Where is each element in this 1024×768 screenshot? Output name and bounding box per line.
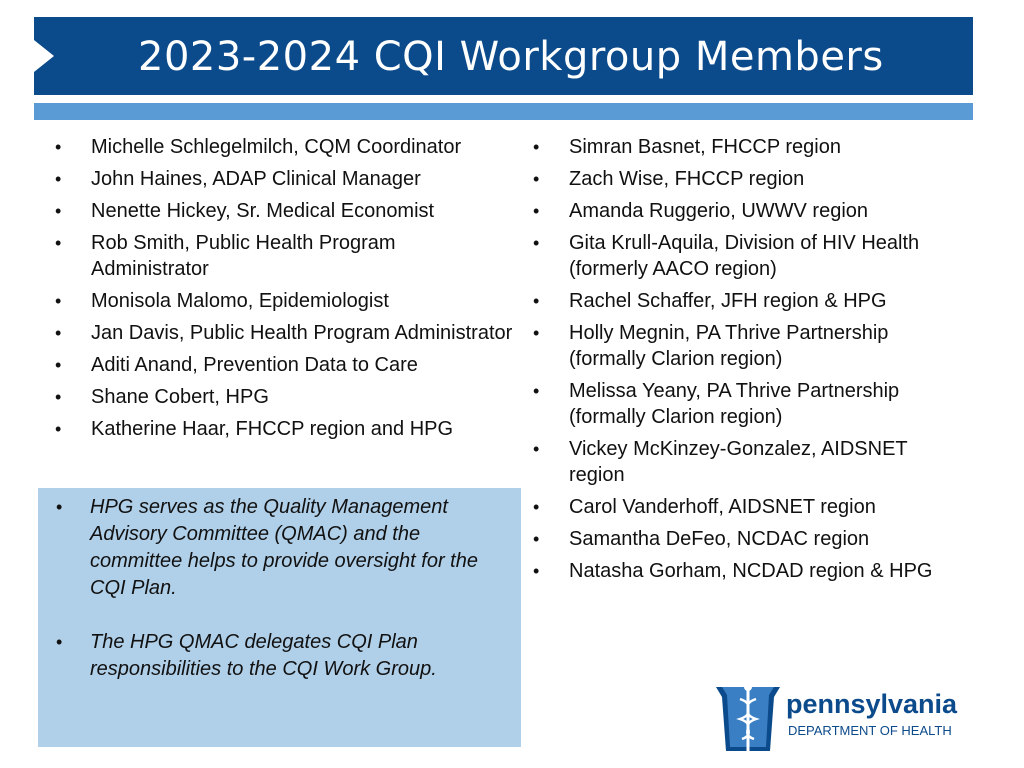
list-item: • Vickey McKinzey-Gonzalez, AIDSNET region <box>515 436 960 488</box>
list-item: • Zach Wise, FHCCP region <box>515 166 960 192</box>
list-item: • Michelle Schlegelmilch, CQM Coordinator <box>37 134 517 160</box>
list-item: • Samantha DeFeo, NCDAC region <box>515 526 960 552</box>
list-item: • Carol Vanderhoff, AIDSNET region <box>515 494 960 520</box>
note-list <box>38 494 508 710</box>
list-item: • Rob Smith, Public Health Program Administrator <box>37 230 517 282</box>
list-item: • Natasha Gorham, NCDAD region & HPG <box>515 558 960 584</box>
left-member-list <box>37 134 517 448</box>
note-item: • HPG serves as the Quality Management Advisory Committee (QMAC) and the committee helps to provide oversight for the CQI Plan. <box>38 494 508 602</box>
title-arrow-notch <box>34 40 54 72</box>
note-item: • The HPG QMAC delegates CQI Plan responsibilities to the CQI Work Group. <box>38 629 508 683</box>
page-title: 2023-2024 CQI Workgroup Members <box>138 34 884 80</box>
list-item: • Holly Megnin, PA Thrive Partnership (formally Clarion region) <box>515 320 960 372</box>
right-member-list <box>515 134 960 590</box>
list-item: • Aditi Anand, Prevention Data to Care <box>37 352 517 378</box>
list-item: • Nenette Hickey, Sr. Medical Economist <box>37 198 517 224</box>
list-item: • Katherine Haar, FHCCP region and HPG <box>37 416 517 442</box>
list-item: • Simran Basnet, FHCCP region <box>515 134 960 160</box>
list-item: • John Haines, ADAP Clinical Manager <box>37 166 517 192</box>
logo-department: DEPARTMENT OF HEALTH <box>788 723 952 738</box>
hpg-note-box <box>38 488 521 747</box>
list-item: • Melissa Yeany, PA Thrive Partnership (formally Clarion region) <box>515 378 960 430</box>
list-item: • Jan Davis, Public Health Program Administrator <box>37 320 517 346</box>
keystone-caduceus-icon <box>714 681 782 753</box>
pa-health-logo <box>714 681 974 753</box>
logo-wordmark: pennsylvania <box>786 689 958 719</box>
list-item: • Monisola Malomo, Epidemiologist <box>37 288 517 314</box>
list-item: • Amanda Ruggerio, UWWV region <box>515 198 960 224</box>
list-item: • Gita Krull-Aquila, Division of HIV Health (formerly AACO region) <box>515 230 960 282</box>
accent-bar <box>34 103 973 120</box>
list-item: • Shane Cobert, HPG <box>37 384 517 410</box>
list-item: • Rachel Schaffer, JFH region & HPG <box>515 288 960 314</box>
